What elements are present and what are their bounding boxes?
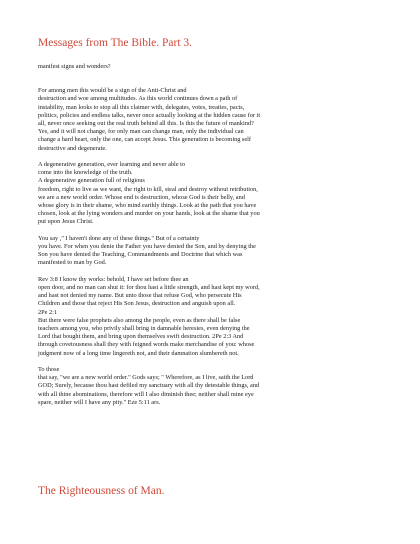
text-line: 2Pe 2:1 bbox=[38, 308, 58, 316]
text-line: destruction and woe among multitudes. As this world continues down a path of bbox=[38, 95, 238, 103]
paragraph bbox=[38, 366, 388, 407]
paragraph bbox=[38, 161, 388, 227]
page-title: Messages from The Bible. Part 3. bbox=[38, 37, 193, 49]
text-line: come into the knowledge of the truth. bbox=[38, 169, 133, 177]
text-line: freedom, right to live as we want, the right to kill, steal and destroy without retribution, bbox=[38, 185, 258, 193]
text-line: To those bbox=[38, 366, 60, 374]
text-line: Yes, and it will not change, for only man can change man, only the individual can bbox=[38, 128, 244, 136]
text-line: Son you have denied the Teaching, Commandments and Doctrine that which was bbox=[38, 251, 243, 259]
text-line: we are a new world order. Whose end is destruction, whose God is their belly, and bbox=[38, 193, 245, 201]
text-line: put upon Jesus Christ. bbox=[38, 218, 94, 226]
text-line: teachers among you, who privily shall bring in damnable heresies, even denying the bbox=[38, 325, 250, 333]
text-line: change a hard heart, only the one, can accept Jesus. This generation is becoming self bbox=[38, 136, 252, 144]
text-line: A degenerative generation full of religious bbox=[38, 177, 145, 185]
text-line: Children and those that reject His Son Jesus, destruction and anguish upon all. bbox=[38, 300, 236, 308]
text-line: whose glory is in their shame, who mind earthly things. Look at the path that you have bbox=[38, 202, 257, 210]
text-line: Rev 3:8 I know thy works: behold, I have set before thee an bbox=[38, 275, 189, 283]
text-line: You say ," I haven't done any of these things." But of a certainty bbox=[38, 234, 200, 242]
text-line: spare, neither will I have any pity." Eze 5:11 ars. bbox=[38, 398, 161, 406]
paragraph bbox=[38, 63, 388, 71]
text-line: politics, policies and endless talks, never once actually looking at the hidden cause for it bbox=[38, 111, 261, 119]
text-line: manifested to man by God. bbox=[38, 259, 107, 267]
text-line: all, never once seeking out the real truth behind all this. Is this the future of mankind? bbox=[38, 120, 254, 128]
text-line: For among men this would be a sign of the Anti-Christ and bbox=[38, 87, 187, 95]
text-line: manifest signs and wonders? bbox=[38, 63, 111, 70]
text-line: open door, and no man can shut it: for thou hast a little strength, and hast kept my word, bbox=[38, 284, 260, 292]
paragraph bbox=[38, 276, 388, 358]
text-line: judgment now of a long time lingereth not, and their damnation slumbereth not. bbox=[38, 349, 239, 357]
text-line: destructive and degenerate. bbox=[38, 144, 107, 152]
text-line: chosen, look at the lying wonders and murder on your hands, look at the shame that you bbox=[38, 210, 260, 218]
paragraph bbox=[38, 235, 388, 268]
paragraph bbox=[38, 87, 388, 153]
text-line: through covetousness shall they with feigned words make merchandise of you: whose bbox=[38, 341, 255, 349]
document-body bbox=[38, 63, 388, 415]
text-line: you have. For when you denie the Father you have denied the Son, and by denying the bbox=[38, 243, 256, 251]
text-line: with all thine abominations, therefore will I also diminish thee; neither shall mine eye bbox=[38, 390, 254, 398]
text-line: GOD; Surely, because thou hast defiled my sanctuary with all thy detestable things, and bbox=[38, 382, 260, 390]
text-line: But there were false prophets also among the people, even as there shall be false bbox=[38, 316, 241, 324]
text-line: Lord that bought them, and bring upon themselves swift destruction. 2Pe 2:3 And bbox=[38, 333, 244, 341]
text-line: A degenerative generation, ever learning and never able to bbox=[38, 161, 186, 169]
section-heading: The Righteousness of Man. bbox=[38, 485, 165, 497]
text-line: instability, man looks to stop all this claimer with, delegates, votes, treaties, pacts, bbox=[38, 103, 245, 111]
text-line: and hast not denied my name. But unto those that refuse God, who persecute His bbox=[38, 292, 242, 300]
text-line: that say, "we are a new world order." Gods says; " Wherefore, as I live, saith the Lord bbox=[38, 374, 254, 382]
